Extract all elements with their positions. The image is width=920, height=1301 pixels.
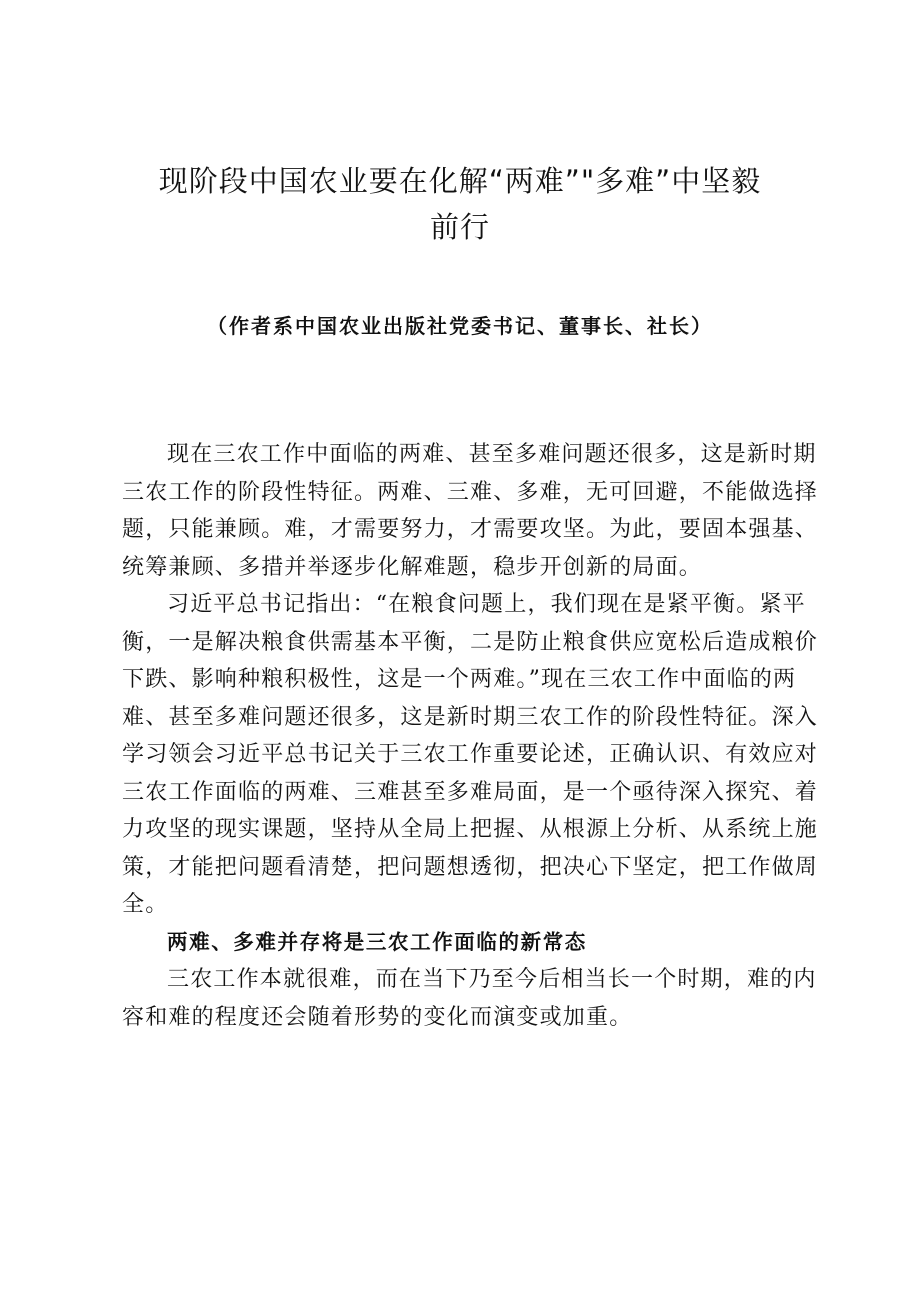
text-line: 题，只能兼顾。难，才需要努力，才需要攻坚。为此，要固本强基、 (122, 517, 819, 542)
body-paragraph (122, 961, 817, 1036)
text-line: 统筹兼顾、多措并举逐步化解难题，稳步开创新的局面。 (122, 554, 703, 580)
text-line: 衡，一是解决粮食供需基本平衡，二是防止粮食供应宽松后造成粮价 (122, 629, 819, 655)
document-title-line: 前行 (429, 210, 490, 244)
text-line: 容和难的程度还会随着形势的变化而演变或加重。 (122, 1004, 633, 1030)
text-line: 策，才能把问题看清楚，把问题想透彻，把决心下坚定，把工作做周 (122, 854, 819, 880)
text-line: 力攻坚的现实课题，坚持从全局上把握、从根源上分析、从系统上施 (122, 817, 819, 842)
body-paragraph (122, 436, 819, 586)
text-line: 习近平总书记指出：“在粮食问题上，我们现在是紧平衡。紧平 (167, 592, 806, 617)
section-heading-text: 两难、多难并存将是三农工作面临的新常态 (167, 929, 587, 954)
text-line: 现在三农工作中面临的两难、甚至多难问题还很多，这是新时期 (167, 442, 817, 467)
text-line: 难、甚至多难问题还很多，这是新时期三农工作的阶段性特征。深入 (122, 704, 819, 730)
text-line: 三农工作本就很难，而在当下乃至今后相当长一个时期，难的内 (167, 967, 817, 992)
text-line: 全。 (122, 892, 169, 917)
text-line: 学习领会习近平总书记关于三农工作重要论述，正确认识、有效应对 (122, 742, 819, 767)
section-heading (122, 924, 802, 962)
document-title (100, 158, 820, 250)
document-title-line: 现阶段中国农业要在化解“两难”"多难”中坚毅 (158, 164, 762, 198)
body-paragraph (122, 586, 819, 924)
text-line: 三农工作的阶段性特征。两难、三难、多难，无可回避，不能做选择 (122, 479, 819, 505)
text-line: 三农工作面临的两难、三难甚至多难局面，是一个亟待深入探究、着 (122, 779, 819, 805)
text-line: 下跌、影响种粮积极性，这是一个两难。”现在三农工作中面临的两 (122, 667, 797, 692)
document-body (122, 436, 819, 1036)
author-byline: （作者系中国农业出版社党委书记、董事长、社长） (207, 314, 713, 338)
